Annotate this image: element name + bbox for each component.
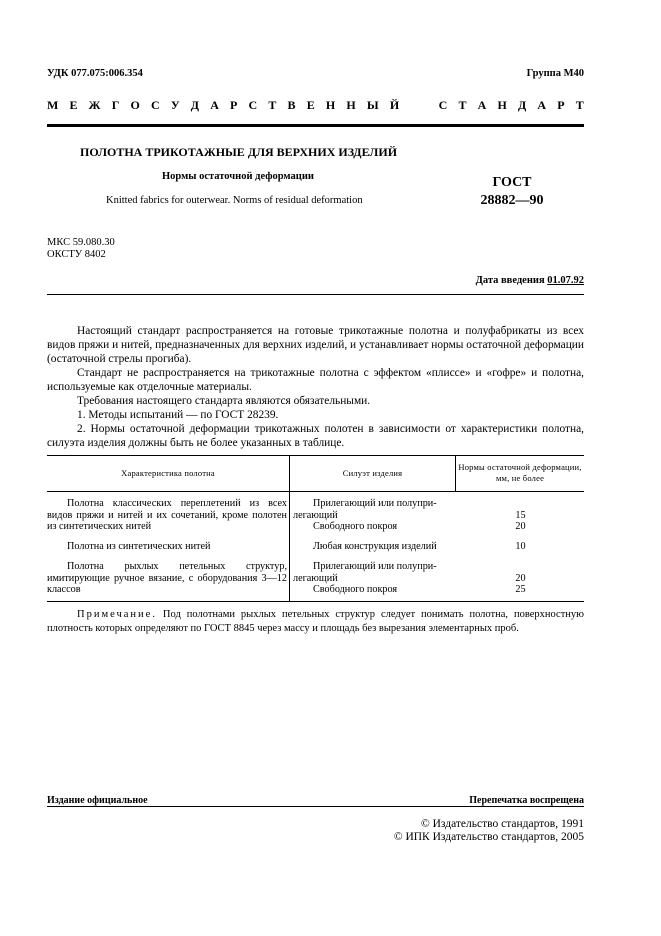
okstu-code: ОКСТУ 8402: [47, 249, 106, 260]
header-fabric: Характеристика полотна: [121, 468, 215, 478]
banner-letter: Е: [69, 98, 78, 112]
note-label: Примечание.: [77, 609, 157, 620]
copyright-1991: © Издательство стандартов, 1991: [420, 818, 584, 830]
paragraph-methods: 1. Методы испытаний — по ГОСТ 28239.: [77, 409, 279, 421]
middle-rule: [47, 294, 584, 295]
row1-value-2: 20: [515, 521, 526, 532]
banner-letter: Н: [325, 98, 336, 112]
banner-letter: Ж: [88, 98, 101, 112]
row1-silhouette-1b: легающий: [293, 509, 338, 521]
banner-letter: Г: [111, 98, 120, 112]
table-note: [47, 608, 584, 636]
banner-letter: Д: [517, 98, 527, 112]
classification-codes: [47, 237, 115, 261]
banner-letter: Д: [190, 98, 200, 112]
mks-code: МКС 59.080.30: [47, 237, 115, 248]
table-header-border: [47, 491, 584, 492]
row1-silhouette-1: Прилегающий или полупри-: [313, 498, 437, 509]
reprint-notice: Перепечатка воспрещена: [469, 795, 584, 806]
banner-letter: Е: [306, 98, 315, 112]
copyright-block: [330, 818, 584, 844]
row3-value-1: 20: [515, 572, 526, 584]
banner-letter: Т: [458, 98, 467, 112]
row3-fabric: Полотна рыхлых петельных структур, имитирующие ручное вязание, с оборудования 3—12 классов: [47, 561, 287, 595]
top-rule: [47, 124, 584, 127]
banner-letter: Н: [346, 98, 356, 112]
banner-letter: С: [248, 98, 258, 112]
banner-letter: Т: [575, 98, 584, 112]
row1-silhouette-2: Свободного покроя: [313, 521, 398, 532]
row3-value-2: 25: [515, 584, 526, 595]
banner-letter: Т: [268, 98, 277, 112]
banner-letter: А: [537, 98, 547, 112]
row2-value-1: 10: [515, 541, 526, 552]
table-bottom-border: [47, 601, 584, 602]
english-title: Knitted fabrics for outerwear. Norms of residual deformation: [106, 195, 363, 206]
gost-label: ГОСТ: [492, 175, 532, 190]
banner-letter: [410, 98, 413, 113]
header-norms: Нормы остаточной деформации, мм, не более: [458, 462, 582, 483]
row2-fabric: Полотна из синтетических нитей: [67, 541, 211, 552]
gost-designation: [480, 174, 544, 210]
banner-letter: Ы: [366, 98, 379, 112]
paragraph-scope: Настоящий стандарт распространяется на готовые трикотажные полотна и полуфабрикаты из всех видов пряжи и нитей, предназначенных для верхних изделий, и устанавливает нормы остаточной деформации (остаточной стрелы прогиба).: [47, 325, 584, 365]
group-code: Группа М40: [526, 68, 584, 79]
table-top-border: [47, 455, 584, 456]
banner-letter: Р: [230, 98, 238, 112]
paragraph-norms: 2. Нормы остаточной деформации трикотажных полотен в зависимости от характеристики полотна, силуэта изделия должны быть не более указанных в таблице.: [47, 423, 584, 449]
banner-letter: [424, 98, 427, 113]
banner-letter: У: [170, 98, 180, 112]
note-text: Под полотнами рыхлых петельных структур следует понимать полотна, поверхностную плотность которых определяют по ГОСТ 8845 через массу и площадь без вырезания элементарных проб.: [47, 609, 584, 634]
row1-fabric: Полотна классических переплетений из всех видов пряжи и нитей и их сочетаний, кроме полотен из синтетических нитей: [47, 498, 287, 532]
paragraph-mandatory: Требования настоящего стандарта являются обязательными.: [77, 395, 371, 407]
copyright-2005: © ИПК Издательство стандартов, 2005: [393, 831, 584, 843]
banner-letter: В: [287, 98, 296, 112]
banner-letter: А: [210, 98, 219, 112]
banner-letter: Н: [497, 98, 507, 112]
body-paragraphs: [47, 324, 584, 450]
paragraph-exclusion: Стандарт не распространяется на трикотажные полотна с эффектом «плиссе» и «гофре» и полотна, используемые как отделочные материалы.: [47, 367, 584, 393]
document-title: ПОЛОТНА ТРИКОТАЖНЫЕ ДЛЯ ВЕРХНИХ ИЗДЕЛИЙ: [80, 145, 398, 159]
banner-letter: О: [130, 98, 140, 112]
row3-silhouette-1b: легающий: [293, 572, 338, 584]
gost-number: 28882—90: [480, 193, 544, 208]
banner-letter: М: [47, 98, 59, 112]
interstate-standard-banner: [47, 98, 584, 113]
date-of-introduction: [420, 275, 584, 286]
interstate-letters: [47, 98, 584, 113]
banner-letter: Й: [389, 98, 400, 112]
banner-letter: А: [477, 98, 487, 112]
date-label: Дата введения: [475, 275, 548, 286]
bottom-rule: [47, 806, 584, 807]
edition-label: Издание официальное: [47, 795, 148, 806]
date-value: 01.07.92: [547, 275, 584, 286]
document-subtitle: Нормы остаточной деформации: [162, 171, 314, 182]
row2-silhouette-1: Любая конструкция изделий: [313, 541, 437, 552]
row1-value-1: 15: [515, 509, 526, 521]
banner-letter: С: [150, 98, 160, 112]
header-silhouette: Силуэт изделия: [342, 468, 403, 478]
banner-letter: Р: [557, 98, 565, 112]
banner-letter: С: [438, 98, 448, 112]
row3-silhouette-1: Прилегающий или полупри-: [313, 561, 437, 572]
row3-silhouette-2: Свободного покроя: [313, 584, 398, 595]
udk-code: УДК 077.075:006.354: [47, 68, 143, 79]
